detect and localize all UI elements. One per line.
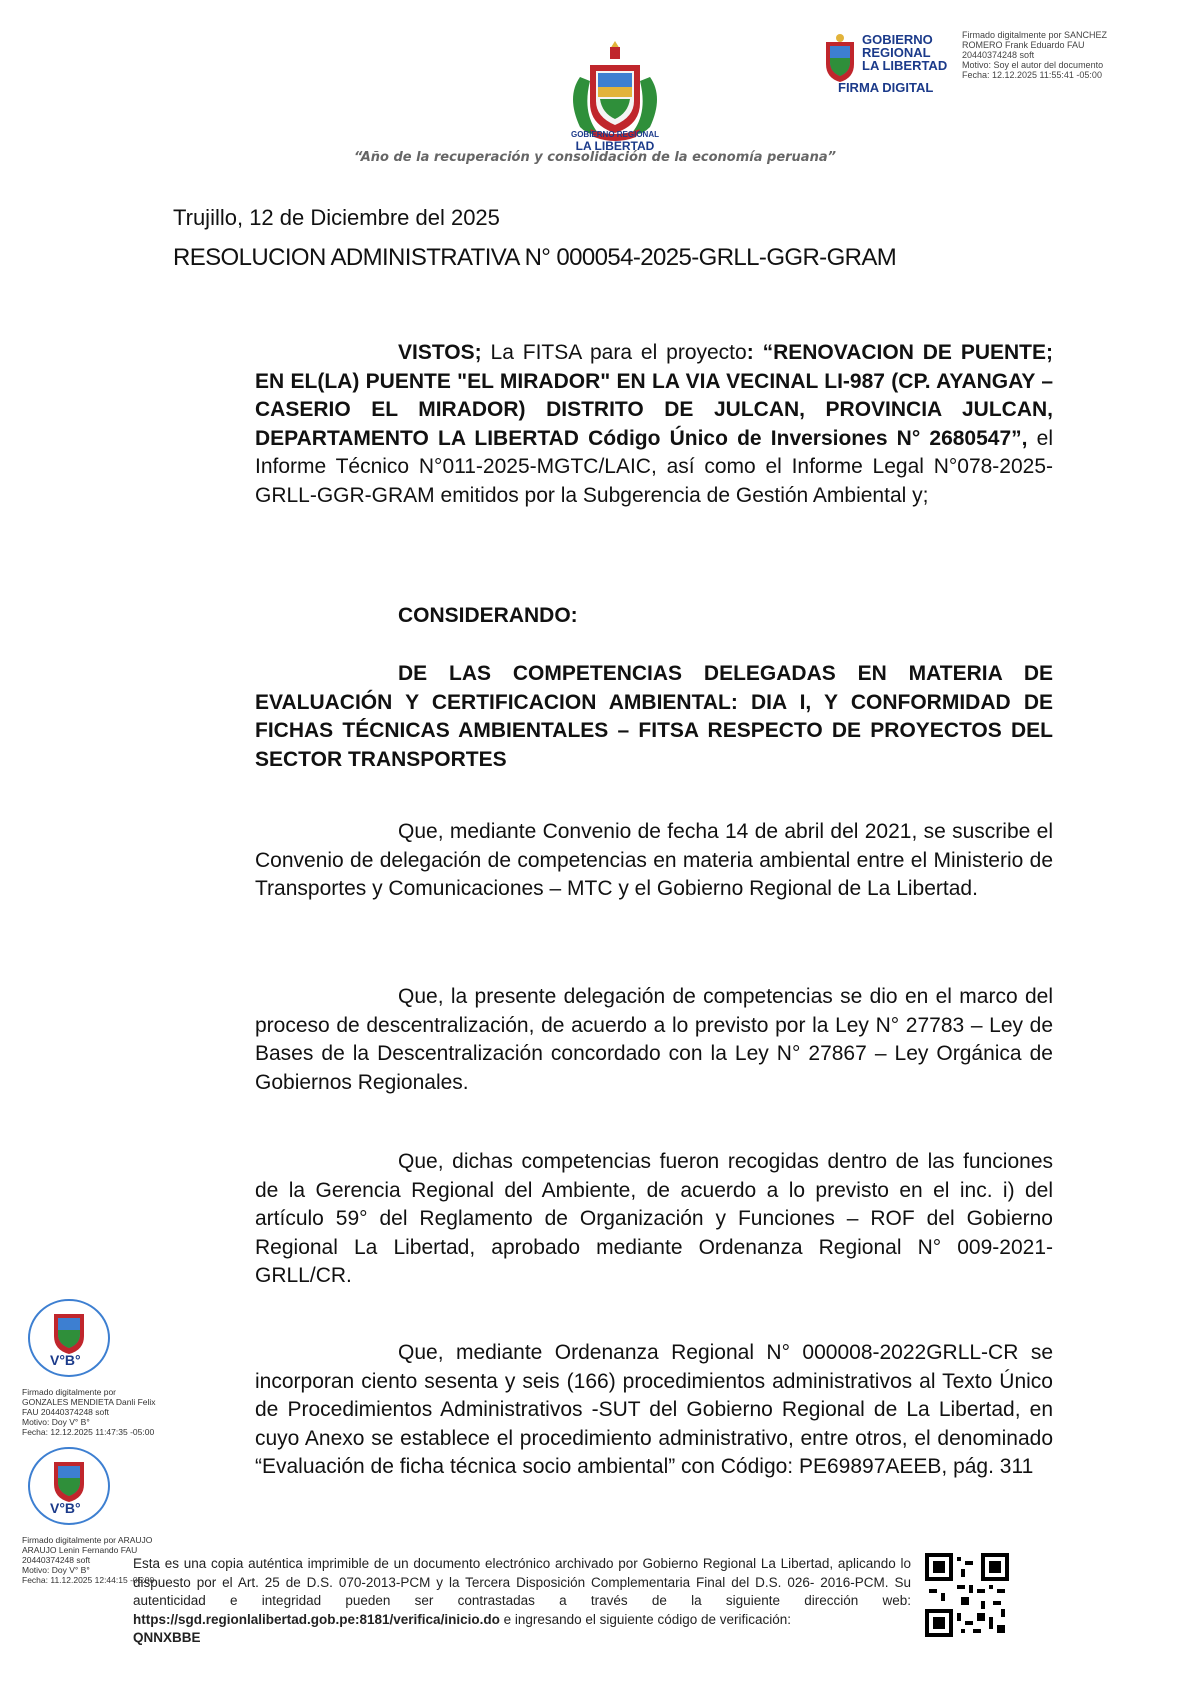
stamp-line: GONZALES MENDIETA Danli Felix (22, 1397, 156, 1407)
stamp-line: FAU 20440374248 soft (22, 1407, 109, 1417)
stamp-crest-icon (26, 1298, 112, 1382)
vb-mark: V°B° (50, 1500, 81, 1516)
vistos-text-a: La FITSA para el proyecto (481, 341, 747, 364)
considerando-paragraph-4: Que, mediante Ordenanza Regional N° 000008-2022GRLL-CR se incorporan ciento sesenta y seis (166) procedimientos administrativos al Texto Único de Procedimientos Administrativos -SUT del Gobierno Regional de La Libertad, en cuyo Anexo se establece el procedimiento administrativo, entre otros, el denominado “Evaluación de ficha técnica socio ambiental” con Código: PE69897AEEB, pág. 311 (255, 1341, 1053, 1478)
stamp-1-info (22, 1387, 192, 1437)
signature-line: Firmado digitalmente por SANCHEZ (962, 30, 1108, 40)
seal-line1: GOBIERNO (862, 32, 933, 47)
considerando-paragraph-3: Que, dichas competencias fueron recogidas dentro de las funciones de la Gerencia Regional del Ambiente, de acuerdo a lo previsto en el inc. i) del artículo 59° del Reglamento de Organización y Funciones – ROF del Gobierno Regional La Libertad, aprobado mediante Ordenanza Regional N° 009-2021-GRLL/CR. (255, 1150, 1053, 1287)
footer-text-a: Esta es una copia auténtica imprimible de un documento electrónico archivado por Gobierno Regional La Libertad, aplicando lo dispuesto por el Art. 25 de D.S. 070-2013-PCM y la Tercera Disposición Complementaria Final del D.S. 026- 2016-PCM. Su autenticidad e integridad pueden ser contrastadas a través de la siguiente dirección web: (133, 1556, 911, 1608)
signature-line: Motivo: Soy el autor del documento (962, 60, 1104, 70)
firma-digital-label: FIRMA DIGITAL (838, 80, 934, 95)
stamp-line: ARAUJO Lenin Fernando FAU (22, 1545, 138, 1555)
stamp-line: 20440374248 soft (22, 1555, 91, 1565)
vistos-text-c: el Informe Técnico N°011-2025-MGTC/LAIC, así como el Informe Legal N°078-2025-GRLL-GGR-GRAM emitidos por la Subgerencia de Gestión Ambiental y; (255, 426, 1053, 507)
authenticity-footer (133, 1555, 911, 1648)
stamp-line: Motivo: Doy V° B° (22, 1565, 90, 1575)
signature-line: Fecha: 12.12.2025 11:55:41 -05:00 (962, 70, 1102, 80)
signature-line: ROMERO Frank Eduardo FAU (962, 40, 1085, 50)
stamp-line: Firmado digitalmente por (22, 1387, 117, 1397)
signature-line: 20440374248 soft (962, 50, 1035, 60)
considerando-heading: CONSIDERANDO: (398, 604, 578, 627)
digital-signature-info (962, 30, 1167, 80)
document-date: Trujillo, 12 de Diciembre del 2025 (173, 205, 500, 230)
crest-caption-line1: GOBIERNO REGIONAL (570, 130, 659, 139)
considerando-paragraph-1: Que, mediante Convenio de fecha 14 de abril del 2021, se suscribe el Convenio de delegación de competencias en materia ambiental entre el Ministerio de Transportes y Comunicaciones – MTC y el Gobierno Regional de La Libertad. (255, 820, 1053, 900)
verification-code: QNNXBBE (133, 1630, 201, 1645)
seal-line3: LA LIBERTAD (862, 58, 948, 73)
considerando-paragraph-2: Que, la presente delegación de competencias se dio en el marco del proceso de descentralización, de acuerdo a lo previsto por la Ley N° 27783 – Ley de Bases de la Descentralización concordado con la Ley N° 27867 – Ley Orgánica de Gobiernos Regionales. (255, 985, 1053, 1094)
vistos-label: VISTOS; (398, 341, 482, 364)
stamp-line: Fecha: 12.12.2025 11:47:35 -05:00 (22, 1427, 155, 1437)
verification-link[interactable]: https://sgd.regionlalibertad.gob.pe:8181/verifica/inicio.do (133, 1611, 500, 1627)
section-subtitle: DE LAS COMPETENCIAS DELEGADAS EN MATERIA DE EVALUACIÓN Y CERTIFICACION AMBIENTAL: DIA I, Y CONFORMIDAD DE FICHAS TÉCNICAS AMBIENTALES – FITSA RESPECTO DE PROYECTOS DEL SECTOR TRANSPORTES (255, 662, 1053, 771)
vb-mark: V°B° (50, 1352, 81, 1368)
vistos-project: : “RENOVACION DE PUENTE; EN EL(LA) PUENTE "EL MIRADOR" EN LA VIA VECINAL LI-987 (CP. AYANGAY – CASERIO EL MIRADOR) DISTRITO DE JULCAN, PROVINCIA JULCAN, DEPARTAMENTO LA LIBERTAD Código Único de Inversiones N° 2680547”, (255, 341, 1053, 450)
qr-code-icon (925, 1553, 1009, 1637)
resolution-title: RESOLUCION ADMINISTRATIVA N° 000054-2025-GRLL-GGR-GRAM (173, 244, 897, 271)
stamp-line: Firmado digitalmente por ARAUJO (22, 1535, 153, 1545)
crest-caption-line2: LA LIBERTAD (575, 139, 655, 153)
stamp-crest-icon (26, 1446, 112, 1530)
seal-line2: REGIONAL (862, 45, 931, 60)
stamp-line: Fecha: 11.12.2025 12:44:15 -05:00 (22, 1575, 155, 1585)
approval-stamp-1 (22, 1298, 192, 1437)
footer-text-b: e ingresando el siguiente código de verificación: (499, 1611, 792, 1627)
year-motto: “Año de la recuperación y consolidación de la economía peruana” (354, 150, 836, 165)
seal-text (862, 33, 947, 72)
vistos-paragraph (255, 339, 1053, 510)
stamp-line: Motivo: Doy V° B° (22, 1417, 90, 1427)
